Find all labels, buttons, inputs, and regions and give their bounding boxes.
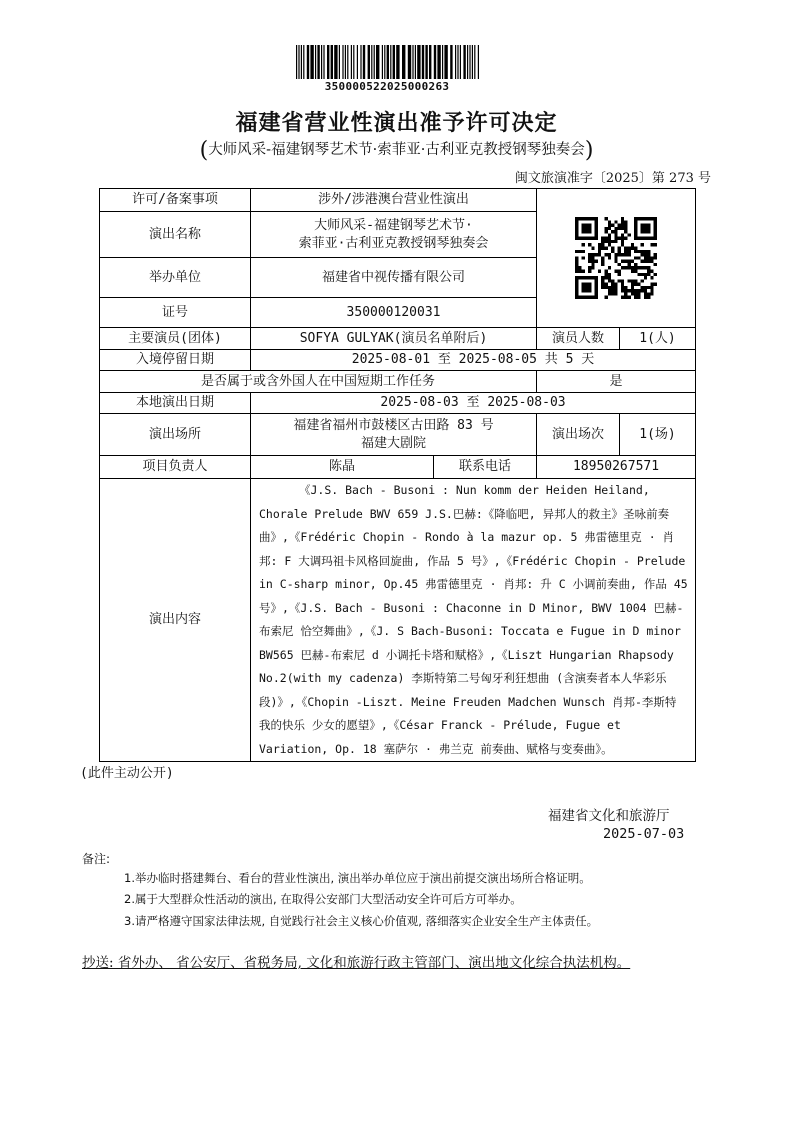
issue-date: 2025-07-03 [603,826,685,842]
subtitle-close-paren: ) [584,138,594,163]
foreign-work-value: 是 [537,371,696,393]
remarks-label: 备注: [82,852,111,866]
subtitle-open-paren: ( [199,138,209,163]
cc-recipients: 抄送: 省外办、 省公安厅、省税务局, 文化和旅游行政主管部门、演出地文化综合执法机构。 [82,955,631,971]
manager-label: 项目负责人 [100,456,251,479]
stay-value: 2025-08-01 至 2025-08-05 共 5 天 [251,350,696,371]
subtitle-text: 大师风采-福建钢琴艺术节·索菲亚·古利亚克教授钢琴独奏会 [208,142,585,158]
show-name-line1: 大师风采-福建钢琴艺术节· [314,217,473,233]
remark-item: 2.属于大型群众性活动的演出, 在取得公安部门大型活动安全许可后方可举办。 [124,892,522,906]
public-note: (此件主动公开) [80,766,174,781]
content-label: 演出内容 [100,479,251,762]
manager-value: 陈晶 [251,456,434,479]
qr-code-cell [537,189,696,328]
issuer-name: 福建省文化和旅游厅 [548,808,670,824]
local-dates-value: 2025-08-03 至 2025-08-03 [251,393,696,414]
performers-value: SOFYA GULYAK(演员名单附后) [251,328,537,350]
venue-line1: 福建省福州市鼓楼区古田路 83 号 [293,417,494,433]
license-type-label: 许可/备案事项 [100,189,251,212]
phone-label: 联系电话 [434,456,537,479]
document-title: 福建省营业性演出准予许可决定 [235,110,558,136]
show-name-value [251,212,537,258]
venue-label: 演出场所 [100,414,251,456]
show-name-label: 演出名称 [100,212,251,258]
performer-count-value: 1(人) [620,328,696,350]
local-dates-label: 本地演出日期 [100,393,251,414]
remark-item: 3.请严格遵守国家法律法规, 自觉践行社会主义核心价值观, 落细落实企业安全生产主体责任。 [124,914,599,928]
document-subtitle [0,138,793,163]
foreign-work-label: 是否属于或含外国人在中国短期工作任务 [100,371,537,393]
qr-code [575,217,657,299]
phone-value: 18950267571 [537,456,696,479]
document-number: 闽文旅演准字〔2025〕第 273 号 [514,171,711,186]
barcode-number: 350000522025000263 [324,80,450,93]
performers-label: 主要演员(团体) [100,328,251,350]
cert-label: 证号 [100,298,251,328]
remark-item: 1.举办临时搭建舞台、看台的营业性演出, 演出举办单位应于演出前提交演出场所合格证明。 [124,871,591,885]
shows-value: 1(场) [620,414,696,456]
barcode [294,45,480,93]
venue-line2: 福建大剧院 [361,435,427,451]
organizer-label: 举办单位 [100,258,251,298]
venue-value [251,414,537,456]
performer-count-label: 演员人数 [537,328,620,350]
shows-label: 演出场次 [537,414,620,456]
barcode-bars [294,45,480,79]
permit-table [99,188,696,762]
content-value: 《J.S. Bach - Busoni : Nun komm der Heiden Heiland, Chorale Prelude BWV 659 J.S.巴赫:《降临吧, 异邦人的救主》圣咏前奏曲》,《Frédéric Chopin - Rondo à la mazur op. 5 弗雷德里克 · 肖邦: F 大调玛祖卡风格回旋曲, 作品 5 号》,《Frédéric Chopin - Prelude in C-sharp minor, Op.45 弗雷德里克 · 肖邦: 升 C 小调前奏曲, 作品 45 号》,《J.S. Bach - Busoni : Chaconne in D Minor, BWV 1004 巴赫-布索尼 恰空舞曲》,《J. S Bach-Busoni: Toccata e Fugue in D minor BW565 巴赫-布索尼 d 小调托卡塔和赋格》,《Liszt Hungarian Rhapsody No.2(with my cadenza) 李斯特第二号匈牙利狂想曲 (含演奏者本人华彩乐段)》,《Chopin -Liszt. Meine Freuden Madchen Wunsch 肖邦-李斯特 我的快乐 少女的愿望》,《César Franck - Prélude, Fugue et Variation, Op. 18 塞萨尔 · 弗兰克 前奏曲、赋格与变奏曲》。 [251,479,696,762]
stay-label: 入境停留日期 [100,350,251,371]
cert-value: 350000120031 [251,298,537,328]
license-type-value: 涉外/涉港澳台营业性演出 [251,189,537,212]
organizer-value: 福建省中视传播有限公司 [251,258,537,298]
show-name-line2: 索菲亚·古利亚克教授钢琴独奏会 [298,235,489,251]
